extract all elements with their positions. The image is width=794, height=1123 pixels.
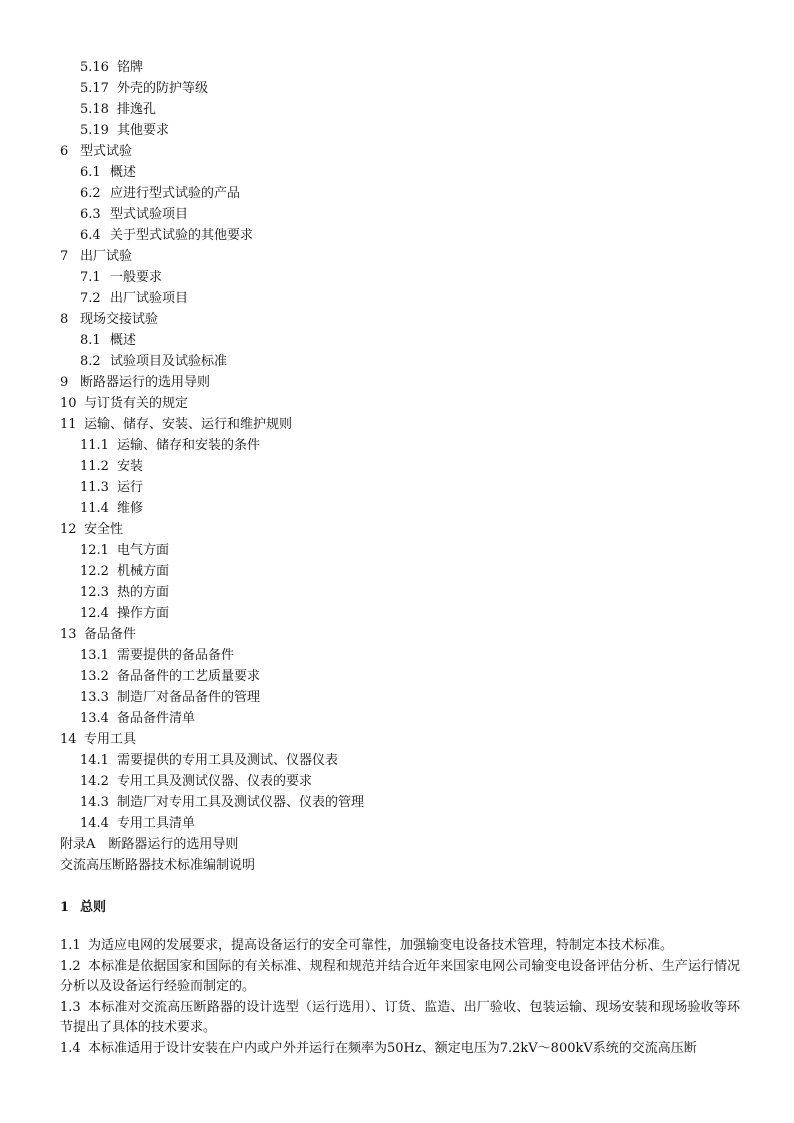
toc-entry (0, 561, 794, 582)
toc-entry-number: 12.1 (80, 543, 109, 558)
toc-entry-title: 关于型式试验的其他要求 (110, 228, 254, 243)
toc-entry-number: 14.4 (80, 816, 109, 831)
toc-entry-title: 维修 (117, 501, 144, 516)
toc-entry (0, 729, 794, 750)
clause-number: 1.3 (60, 999, 81, 1015)
toc-entry-number: 10 (60, 396, 77, 411)
toc-entry-number: 12.3 (80, 585, 109, 600)
toc-entry-title: 运行 (117, 480, 144, 495)
toc-entry (0, 477, 794, 498)
toc-entry-title: 运输、储存和安装的条件 (117, 438, 261, 453)
toc-entry-number: 8 (60, 312, 69, 327)
toc-entry-title: 专用工具及测试仪器、仪表的要求 (117, 774, 313, 789)
toc-entry-title: 试验项目及试验标准 (110, 354, 228, 369)
toc-entry (0, 435, 794, 456)
toc-entry (0, 498, 794, 519)
toc-entry-title: 应进行型式试验的产品 (110, 186, 241, 201)
toc-entry-title: 专用工具 (84, 732, 137, 747)
toc-entry-number: 6.1 (80, 165, 101, 180)
toc-entry (0, 183, 794, 204)
toc-entry-title: 需要提供的备品备件 (117, 648, 235, 663)
toc-entry (0, 813, 794, 834)
toc-entry-number: 13.4 (80, 711, 109, 726)
toc-entry-title: 运输、储存、安装、运行和维护规则 (84, 417, 293, 432)
toc-entry (0, 456, 794, 477)
toc-entry-title: 附录A 断路器运行的选用导则 (60, 837, 239, 852)
toc-entry-number: 11.2 (80, 459, 109, 474)
toc-entry (0, 246, 794, 267)
toc-entry-number: 8.1 (80, 333, 101, 348)
toc-entry (0, 120, 794, 141)
toc-entry-number: 6.3 (80, 207, 101, 222)
clause-number: 1.4 (60, 1040, 81, 1056)
toc-entry-title: 操作方面 (117, 606, 170, 621)
toc-entry-number: 9 (60, 375, 69, 390)
toc-entry-number: 14 (60, 732, 77, 747)
toc-entry (0, 99, 794, 120)
toc-entry (0, 225, 794, 246)
toc-entry-title: 铭牌 (117, 60, 144, 75)
toc-entry-number: 6 (60, 144, 69, 159)
toc-entry (0, 750, 794, 771)
toc-entry (0, 687, 794, 708)
toc-entry-number: 13.3 (80, 690, 109, 705)
toc-entry-title: 备品备件 (84, 627, 137, 642)
toc-entry-number: 5.19 (80, 123, 109, 138)
toc-entry (0, 771, 794, 792)
toc-entry-title: 电气方面 (117, 543, 170, 558)
toc-entry-number: 12.4 (80, 606, 109, 621)
toc-entry-title: 出厂试验项目 (110, 291, 189, 306)
toc-entry (0, 162, 794, 183)
clause-text: 本标准适用于设计安装在户内或户外并运行在频率为50Hz、额定电压为7.2kV～800kV系统的交流高压断 (88, 1040, 697, 1056)
toc-entry-number: 11.3 (80, 480, 109, 495)
toc-entry-number: 7.1 (80, 270, 101, 285)
toc-entry-number: 7.2 (80, 291, 101, 306)
toc-entry (0, 624, 794, 645)
toc-entry (0, 141, 794, 162)
toc-entry-number: 13 (60, 627, 77, 642)
toc-entry (0, 393, 794, 414)
toc-entry (0, 834, 794, 855)
toc-entry-title: 现场交接试验 (80, 312, 159, 327)
toc-entry (0, 414, 794, 435)
toc-entry-title: 制造厂对专用工具及测试仪器、仪表的管理 (117, 795, 365, 810)
toc-entry (0, 351, 794, 372)
toc-entry-title: 制造厂对备品备件的管理 (117, 690, 261, 705)
clause-paragraph (60, 936, 740, 957)
section-body (60, 936, 740, 1059)
toc-entry (0, 288, 794, 309)
toc-entry-title: 备品备件清单 (117, 711, 196, 726)
toc-entry-title: 专用工具清单 (117, 816, 196, 831)
clause-number: 1.1 (60, 938, 81, 953)
toc-entry-number: 12.2 (80, 564, 109, 579)
toc-entry-number: 8.2 (80, 354, 101, 369)
toc-entry (0, 582, 794, 603)
toc-entry-title: 交流高压断路器技术标准编制说明 (60, 858, 256, 873)
clause-text: 本标准是依据国家和国际的有关标准、规程和规范并结合近年来国家电网公司输变电设备评估分析、生产运行情况分析以及设备运行经验而制定的。 (60, 958, 740, 994)
toc-entry (0, 78, 794, 99)
toc-entry-number: 11 (60, 417, 77, 432)
toc-entry-title: 概述 (110, 333, 137, 348)
clause-paragraph (60, 957, 740, 998)
toc-entry (0, 330, 794, 351)
toc-entry-number: 13.2 (80, 669, 109, 684)
toc-entry (0, 309, 794, 330)
toc-entry-number: 11.4 (80, 501, 109, 516)
toc-entry (0, 792, 794, 813)
clause-number: 1.2 (60, 958, 81, 974)
toc-entry-number: 6.2 (80, 186, 101, 201)
toc-entry-title: 安全性 (84, 522, 124, 537)
toc-entry-title: 概述 (110, 165, 137, 180)
clause-text: 为适应电网的发展要求，提高设备运行的安全可靠性，加强输变电设备技术管理，特制定本技术标准。 (88, 938, 674, 953)
toc-entry-title: 热的方面 (117, 585, 170, 600)
clause-paragraph (60, 998, 740, 1039)
toc-entry-number: 5.16 (80, 60, 109, 75)
toc-entry-title: 出厂试验 (80, 249, 133, 264)
toc-entry (0, 204, 794, 225)
toc-entry (0, 855, 794, 876)
toc-entry-title: 备品备件的工艺质量要求 (117, 669, 261, 684)
toc-entry-number: 14.1 (80, 753, 109, 768)
toc-entry-number: 6.4 (80, 228, 101, 243)
table-of-contents (0, 57, 794, 876)
toc-entry-title: 安装 (117, 459, 144, 474)
toc-entry-title: 与订货有关的规定 (84, 396, 189, 411)
toc-entry-number: 11.1 (80, 438, 109, 453)
toc-entry (0, 708, 794, 729)
toc-entry-number: 7 (60, 249, 69, 264)
toc-entry-title: 型式试验 (80, 144, 133, 159)
toc-entry-number: 14.3 (80, 795, 109, 810)
toc-entry (0, 267, 794, 288)
toc-entry-number: 12 (60, 522, 77, 537)
toc-entry (0, 519, 794, 540)
toc-entry (0, 540, 794, 561)
toc-entry (0, 666, 794, 687)
toc-entry-number: 5.17 (80, 81, 109, 96)
toc-entry-title: 外壳的防护等级 (117, 81, 209, 96)
toc-entry (0, 372, 794, 393)
toc-entry-title: 型式试验项目 (110, 207, 189, 222)
toc-entry-title: 其他要求 (117, 123, 170, 138)
toc-entry (0, 57, 794, 78)
section-number: 1 (60, 900, 70, 915)
toc-entry-title: 一般要求 (110, 270, 163, 285)
clause-paragraph (60, 1039, 740, 1060)
toc-entry-title: 断路器运行的选用导则 (80, 375, 211, 390)
toc-entry-number: 13.1 (80, 648, 109, 663)
toc-entry-number: 5.18 (80, 102, 109, 117)
section-heading (60, 897, 106, 918)
toc-entry-title: 需要提供的专用工具及测试、仪器仪表 (117, 753, 339, 768)
section-title: 总则 (80, 900, 107, 915)
toc-entry (0, 603, 794, 624)
toc-entry-title: 排逸孔 (117, 102, 157, 117)
toc-entry-number: 14.2 (80, 774, 109, 789)
toc-entry-title: 机械方面 (117, 564, 170, 579)
toc-entry (0, 645, 794, 666)
clause-text: 本标准对交流高压断路器的设计选型（运行选用）、订货、监造、出厂验收、包装运输、现场安装和现场验收等环节提出了具体的技术要求。 (60, 999, 740, 1035)
